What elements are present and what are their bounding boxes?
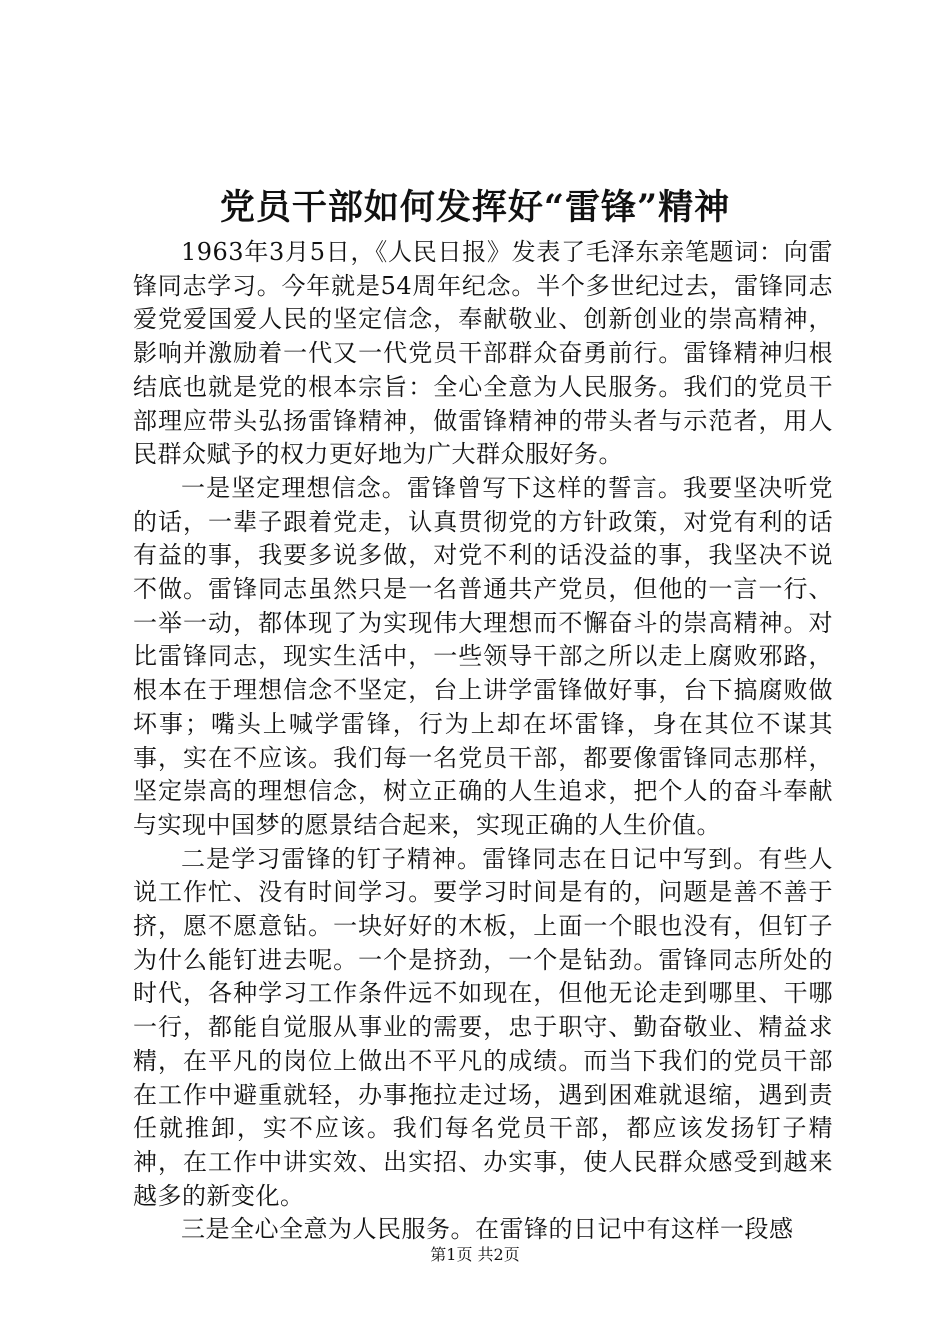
paragraph-intro: 1963年3月5日，《人民日报》发表了毛泽东亲笔题词：向雷锋同志学习。今年就是54周年纪念。半个多世纪过去，雷锋同志爱党爱国爱人民的坚定信念，奉献敬业、创新创业的崇高精神，影响并激励着一代又一代党员干部群众奋勇前行。雷锋精神归根结底也就是党的根本宗旨：全心全意为人民服务。我们的党员干部理应带头弘扬雷锋精神，做雷锋精神的带头者与示范者，用人民群众赋予的权力更好地为广大群众服好务。 bbox=[133, 238, 833, 469]
paragraph-serve-people: 三是全心全意为人民服务。在雷锋的日记中有这样一段感 bbox=[181, 1215, 794, 1244]
paragraph-nail-spirit: 二是学习雷锋的钉子精神。雷锋同志在日记中写到。有些人说工作忙、没有时间学习。要学习时间是有的，问题是善不善于挤，愿不愿意钻。一块好好的木板，上面一个眼也没有，但钉子为什么能钉进去呢。一个是挤劲，一个是钻劲。雷锋同志所处的时代，各种学习工作条件远不如现在，但他无论走到哪里、干哪一行，都能自觉服从事业的需要，忠于职守、勤奋敬业、精益求精，在平凡的岗位上做出不平凡的成绩。而当下我们的党员干部在工作中避重就轻，办事拖拉走过场，遇到困难就退缩，遇到责任就推卸，实不应该。我们每名党员干部，都应该发扬钉子精神，在工作中讲实效、出实招、办实事，使人民群众感受到越来越多的新变化。 bbox=[133, 844, 833, 1210]
document-body bbox=[133, 236, 833, 1247]
document-title: 党员干部如何发挥好“雷锋”精神 bbox=[219, 187, 731, 228]
page-footer: 第1页 共2页 bbox=[430, 1245, 520, 1264]
paragraph-ideals: 一是坚定理想信念。雷锋曾写下这样的誓言。我要坚决听党的话，一辈子跟着党走，认真贯彻党的方针政策，对党有利的话有益的事，我要多说多做，对党不利的话没益的事，我坚决不说不做。雷锋同志虽然只是一名普通共产党员，但他的一言一行、一举一动，都体现了为实现伟大理想而不懈奋斗的崇高精神。对比雷锋同志，现实生活中，一些领导干部之所以走上腐败邪路，根本在于理想信念不坚定，台上讲学雷锋做好事，台下搞腐败做坏事；嘴头上喊学雷锋，行为上却在坏雷锋，身在其位不谋其事，实在不应该。我们每一名党员干部，都要像雷锋同志那样，坚定崇高的理想信念，树立正确的人生追求，把个人的奋斗奉献与实现中国梦的愿景结合起来，实现正确的人生价值。 bbox=[133, 473, 833, 839]
